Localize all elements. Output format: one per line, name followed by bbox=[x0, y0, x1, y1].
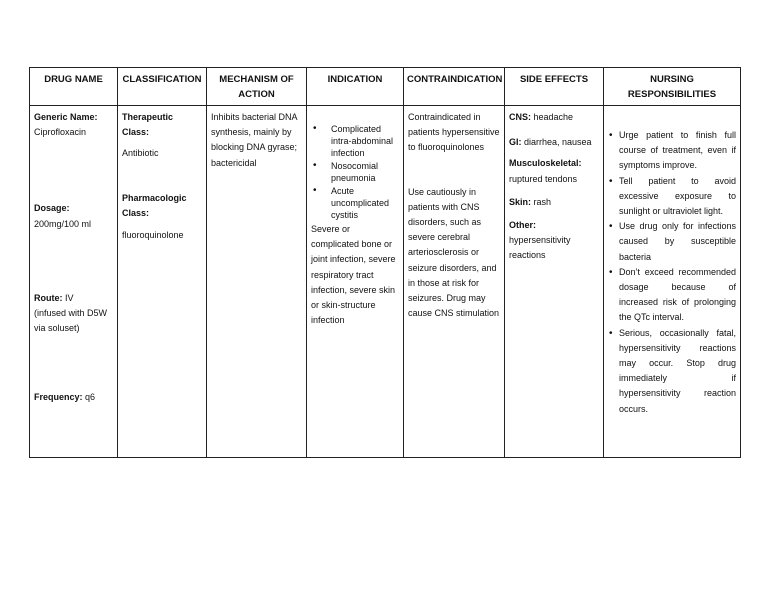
dosage-value: 200mg/100 ml bbox=[34, 218, 92, 229]
side-effects-cell bbox=[505, 106, 604, 458]
cns-effect bbox=[509, 110, 599, 125]
classification-cell bbox=[118, 106, 207, 458]
frequency-line bbox=[34, 390, 113, 405]
skin-effect bbox=[509, 195, 599, 210]
route-detail: (infused with D5W via soluset) bbox=[34, 308, 108, 334]
header-indication: INDICATION bbox=[307, 68, 404, 106]
header-drug-name: DRUG NAME bbox=[30, 68, 118, 106]
drug-study-table bbox=[29, 67, 741, 458]
therapeutic-class-value: Antibiotic bbox=[122, 148, 159, 159]
cns-value: headache bbox=[533, 112, 574, 122]
header-side-effects: SIDE EFFECTS bbox=[505, 68, 604, 106]
header-nursing: NURSING RESPONSIBILITIES bbox=[604, 68, 741, 106]
nursing-item: • Tell patient to avoid excessive exposure to sunlight or ultraviolet light. bbox=[608, 174, 736, 220]
skin-value: rash bbox=[533, 196, 552, 207]
therapeutic-class-label: Therapeutic Class: bbox=[122, 112, 174, 138]
header-classification: CLASSIFICATION bbox=[118, 68, 207, 106]
generic-name-label: Generic Name: bbox=[34, 112, 98, 122]
dosage-label: Dosage: bbox=[34, 203, 70, 214]
contraindication-cell bbox=[404, 106, 505, 458]
contraindication-text: Contraindicated in patients hypersensitive to fluoroquinolones bbox=[408, 112, 500, 153]
table-row bbox=[30, 106, 741, 458]
mechanism-text: Inhibits bacterial DNA synthesis, mainly by blocking DNA gyrase; bactericidal bbox=[211, 112, 298, 168]
pharmacologic-class-value: fluoroquinolone bbox=[122, 230, 184, 241]
generic-name-value: Ciprofloxacin bbox=[34, 127, 87, 138]
skin-label: Skin: bbox=[509, 196, 532, 207]
other-label: Other: bbox=[509, 220, 536, 231]
nursing-item: • Use drug only for infections caused by susceptible bacteria bbox=[608, 219, 736, 265]
caution-text: Use cautiously in patients with CNS disorders, such as severe cerebral arteriosclerosis or seizure disorders, and in those at risk for seizures. Drug may cause CNS stimulation bbox=[408, 186, 500, 319]
nursing-cell bbox=[604, 106, 741, 458]
nursing-item: • Serious, occasionally fatal, hypersensitivity reactions may occur. Stop drug immediately if hypersensitivity reaction occurs. bbox=[608, 326, 736, 417]
other-value: hypersensitivity reactions bbox=[509, 235, 571, 261]
cns-label: CNS: bbox=[509, 112, 531, 122]
indication-item: • Nosocomial pneumonia bbox=[329, 160, 399, 184]
frequency-value: q6 bbox=[85, 392, 96, 403]
route-line bbox=[34, 291, 113, 306]
indication-item: • Complicated intra-abdominal infection bbox=[329, 123, 399, 159]
drug-name-cell bbox=[30, 106, 118, 458]
header-mechanism: MECHANISM OF ACTION bbox=[207, 68, 307, 106]
nursing-item: • Urge patient to finish full course of treatment, even if symptoms improve. bbox=[608, 128, 736, 174]
mechanism-cell bbox=[207, 106, 307, 458]
route-label: Route: bbox=[34, 292, 63, 303]
pharmacologic-class-label: Pharmacologic Class: bbox=[122, 192, 187, 218]
header-contraindication: CONTRAINDICATION bbox=[404, 68, 505, 106]
route-value: IV bbox=[65, 292, 74, 303]
musculoskeletal-label: Musculoskeletal: bbox=[509, 158, 582, 169]
header-row bbox=[30, 68, 741, 106]
nursing-item: • Don’t exceed recommended dosage because of increased risk of prolonging the QTc interval. bbox=[608, 265, 736, 326]
indication-cell bbox=[307, 106, 404, 458]
frequency-label: Frequency: bbox=[34, 392, 83, 403]
gi-value: diarrhea, nausea bbox=[524, 137, 592, 148]
indication-item: • Acute uncomplicated cystitis bbox=[329, 185, 399, 221]
indication-list bbox=[311, 123, 399, 221]
musculoskeletal-value: ruptured tendons bbox=[509, 173, 578, 184]
nursing-list bbox=[608, 128, 736, 417]
indication-text: Severe or complicated bone or joint infection, severe respiratory tract infection, severe skin or skin-structure infection bbox=[311, 224, 396, 326]
gi-label: GI: bbox=[509, 137, 522, 148]
gi-effect bbox=[509, 135, 599, 150]
